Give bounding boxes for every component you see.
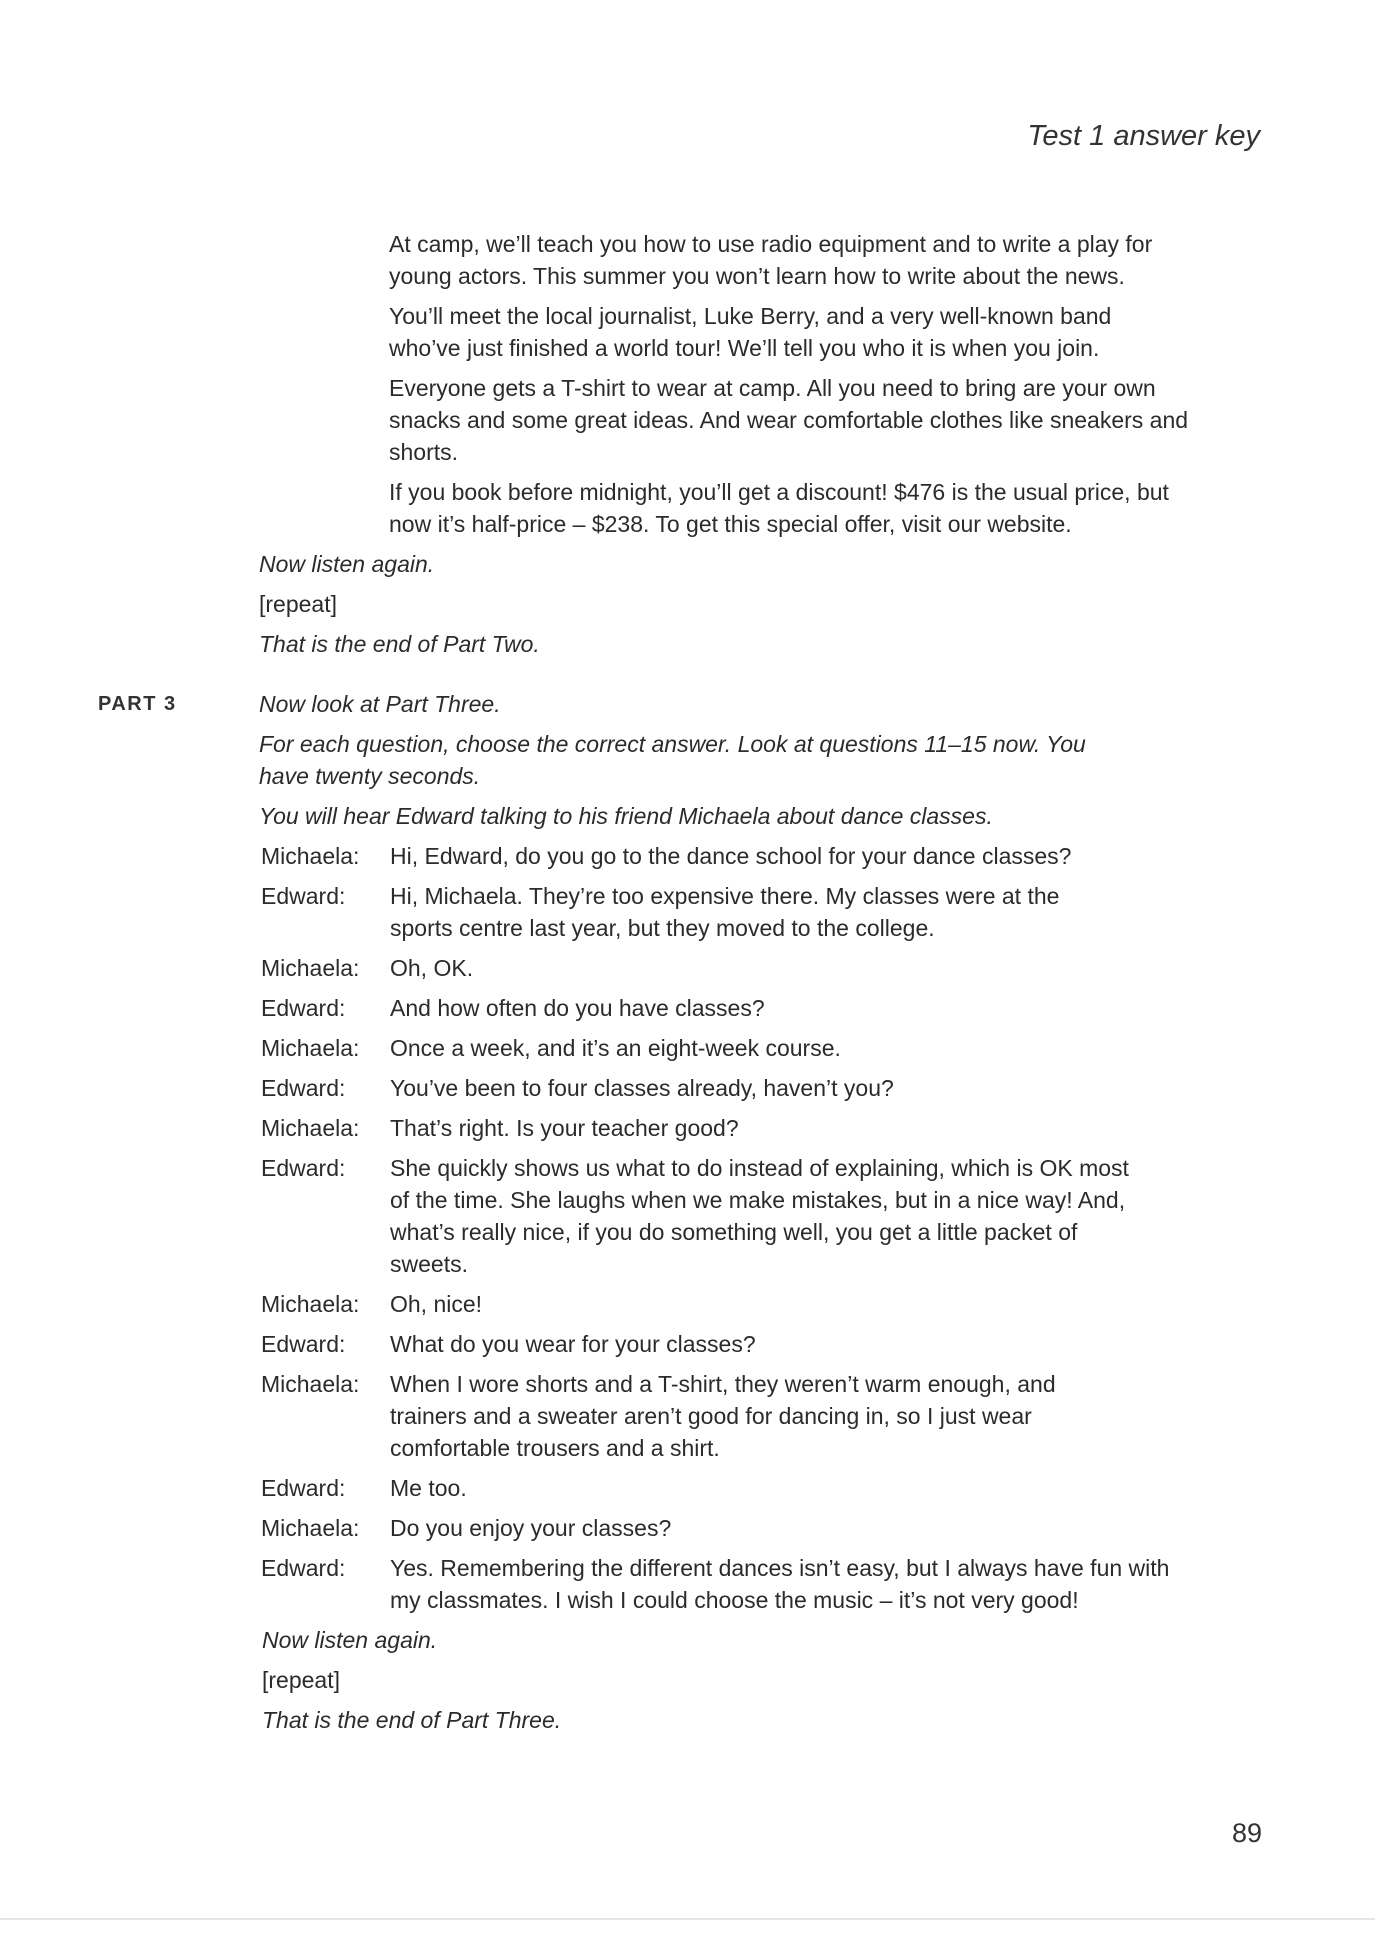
dialogue-text: You’ve been to four classes already, haven’t you? <box>390 1075 894 1101</box>
dialogue-row <box>261 952 1181 984</box>
dialogue-speaker: Michaela: <box>261 1291 360 1317</box>
dialogue-speaker: Edward: <box>261 1331 346 1357</box>
dialogue-speaker: Edward: <box>261 1075 346 1101</box>
page-number: 89 <box>1231 1818 1262 1848</box>
dialogue-speaker: Edward: <box>261 1555 346 1581</box>
part3-intro: Now look at Part Three. <box>259 691 501 717</box>
part3-context: You will hear Edward talking to his friend Michaela about dance classes. <box>259 803 993 829</box>
dialogue-text: Oh, OK. <box>390 955 474 981</box>
part3-label: PART 3 <box>98 693 177 715</box>
dialogue-speaker: Michaela: <box>261 843 360 869</box>
dialogue-text: What do you wear for your classes? <box>390 1331 756 1357</box>
dialogue-text: Hi, Edward, do you go to the dance school for your dance classes? <box>390 843 1072 869</box>
dialogue-row <box>261 1072 1181 1104</box>
dialogue-speaker: Michaela: <box>261 1115 360 1141</box>
part2-repeat: [repeat] <box>259 591 337 617</box>
dialogue-speaker: Edward: <box>261 1475 346 1501</box>
part3-instruction: For each question, choose the correct answer. Look at questions 11–15 now. You have twenty seconds. <box>259 731 1086 789</box>
dialogue-row <box>261 840 1181 872</box>
dialogue-text: When I wore shorts and a T-shirt, they weren’t warm enough, and trainers and a sweater aren’t good for dancing in, so I just wear comfortable trousers and a shirt. <box>390 1371 1056 1461</box>
page-content <box>0 228 1375 1744</box>
dialogue-speaker: Edward: <box>261 995 346 1021</box>
part2-paragraph: At camp, we’ll teach you how to use radio equipment and to write a play for young actors. This summer you won’t learn how to write about the news. <box>389 231 1153 289</box>
dialogue-speaker: Michaela: <box>261 1371 360 1397</box>
part2-end: That is the end of Part Two. <box>259 631 540 657</box>
dialogue-text: Once a week, and it’s an eight-week course. <box>390 1035 841 1061</box>
dialogue-text: Oh, nice! <box>390 1291 483 1317</box>
dialogue-row <box>261 1032 1181 1064</box>
dialogue-text: That’s right. Is your teacher good? <box>390 1115 739 1141</box>
dialogue-text: Hi, Michaela. They’re too expensive there. My classes were at the sports centre last year, but they moved to the college. <box>390 883 1060 941</box>
dialogue-row <box>261 992 1181 1024</box>
part3-section <box>0 688 1375 720</box>
bottom-edge-rule <box>0 1918 1375 1920</box>
dialogue-row <box>261 1368 1181 1464</box>
dialogue-speaker: Edward: <box>261 1155 346 1181</box>
part2-paragraph: You’ll meet the local journalist, Luke Berry, and a very well-known band who’ve just finished a world tour! We’ll tell you who it is when you join. <box>389 303 1112 361</box>
dialogue-row <box>261 1472 1181 1504</box>
dialogue-row <box>261 880 1181 944</box>
part3-now-listen: Now listen again. <box>262 1627 438 1653</box>
dialogue-row <box>261 1288 1181 1320</box>
dialogue-text: And how often do you have classes? <box>390 995 765 1021</box>
part2-paragraph: If you book before midnight, you’ll get a discount! $476 is the usual price, but now it’s half-price – $238. To get this special offer, visit our website. <box>389 479 1169 537</box>
part2-now-listen: Now listen again. <box>259 551 435 577</box>
dialogue-speaker: Michaela: <box>261 1515 360 1541</box>
page-header-title: Test 1 answer key <box>1027 120 1260 152</box>
dialogue-row <box>261 1512 1181 1544</box>
dialogue-row <box>261 1112 1181 1144</box>
part3-repeat: [repeat] <box>262 1667 340 1693</box>
dialogue-row <box>261 1552 1181 1616</box>
dialogue-row <box>261 1152 1181 1280</box>
part3-end: That is the end of Part Three. <box>262 1707 562 1733</box>
dialogue-text: Me too. <box>390 1475 467 1501</box>
dialogue-text: Yes. Remembering the different dances isn’t easy, but I always have fun with my classmates. I wish I could choose the music – it’s not very good! <box>390 1555 1170 1613</box>
dialogue-row <box>261 1328 1181 1360</box>
dialogue-speaker: Michaela: <box>261 1035 360 1061</box>
dialogue-text: Do you enjoy your classes? <box>390 1515 672 1541</box>
part2-paragraph: Everyone gets a T-shirt to wear at camp. All you need to bring are your own snacks and some great ideas. And wear comfortable clothes like sneakers and shorts. <box>389 375 1189 465</box>
dialogue-text: She quickly shows us what to do instead of explaining, which is OK most of the time. She laughs when we make mistakes, but in a nice way! And, what’s really nice, if you do something well, you get a little packet of sweets. <box>390 1155 1129 1277</box>
dialogue-speaker: Edward: <box>261 883 346 909</box>
part3-dialogue <box>0 840 1375 1616</box>
dialogue-speaker: Michaela: <box>261 955 360 981</box>
